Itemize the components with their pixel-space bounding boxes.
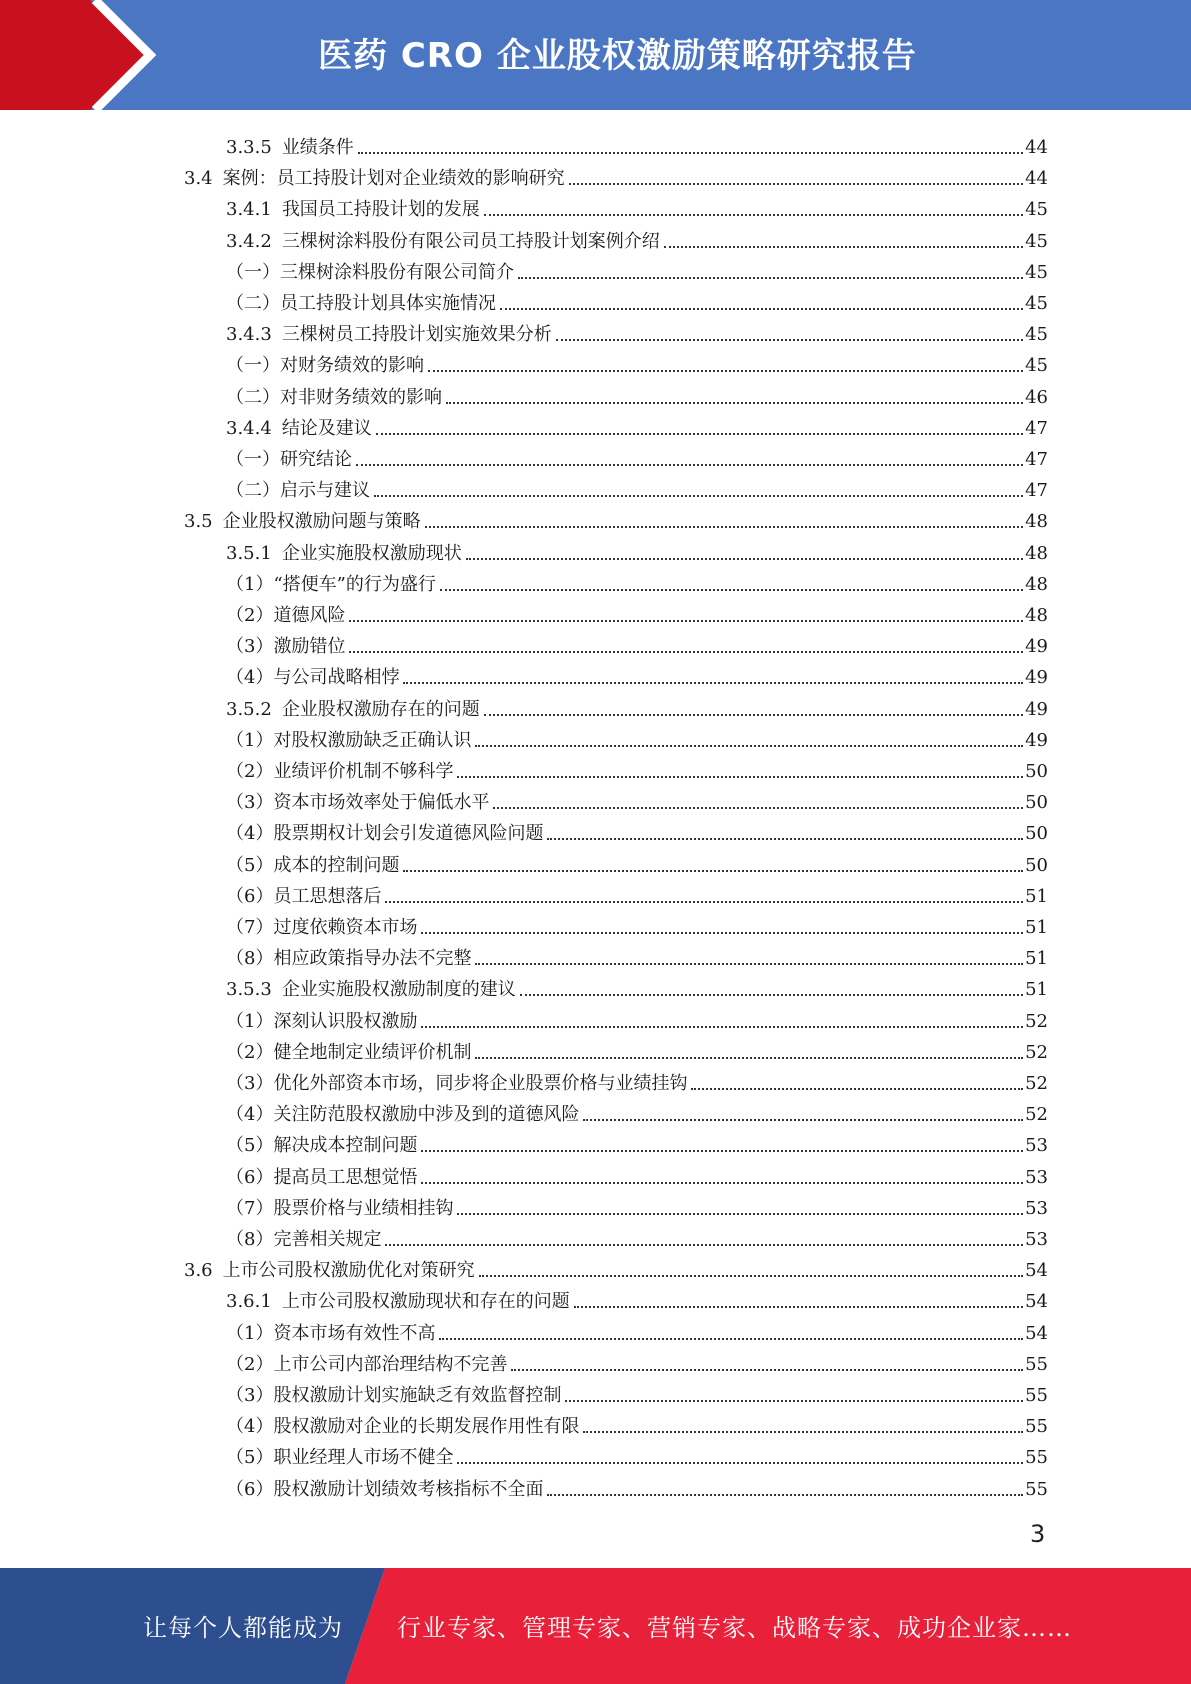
toc-entry-page: 50	[1025, 823, 1048, 845]
toc-entry-page: 51	[1025, 948, 1048, 970]
toc-dot-leader	[518, 276, 1023, 279]
toc-entry-number: 3.6.1	[226, 1291, 272, 1313]
toc-entry-number: （5）	[226, 854, 274, 876]
toc-entry-number: （4）	[226, 1104, 274, 1126]
toc-entry-number: （二）	[226, 480, 280, 502]
toc-dot-leader	[475, 1056, 1023, 1059]
toc-entry-number: （1）	[226, 573, 274, 595]
toc-entry[interactable]	[226, 1033, 1048, 1064]
toc-dot-leader	[475, 744, 1023, 747]
page-footer	[0, 1568, 1191, 1684]
toc-entry[interactable]	[226, 596, 1048, 627]
toc-entry-page: 47	[1025, 449, 1048, 470]
toc-entry-number: （2）	[226, 605, 274, 626]
toc-entry-page: 48	[1025, 542, 1048, 564]
toc-entry-title: 道德风险	[273, 605, 346, 626]
toc-dot-leader	[493, 806, 1023, 809]
toc-entry-page: 45	[1025, 199, 1048, 221]
toc-entry-number: （6）	[226, 1166, 274, 1188]
toc-entry-number: （6）	[226, 885, 274, 907]
toc-entry-title: 健全地制定业绩评价机制	[273, 1041, 472, 1063]
toc-entry-page: 55	[1025, 1447, 1048, 1469]
toc-entry-number: （2）	[226, 1041, 274, 1063]
toc-entry[interactable]	[226, 1407, 1048, 1438]
toc-entry-page: 51	[1025, 885, 1048, 907]
toc-entry-title: 相应政策指导办法不完整	[273, 948, 472, 970]
toc-entry[interactable]	[184, 1251, 1048, 1282]
toc-entry-page: 53	[1025, 1135, 1048, 1157]
toc-entry-page: 48	[1025, 605, 1048, 626]
toc-entry-number: （2）	[226, 1353, 274, 1375]
toc-entry-title: 业绩评价机制不够科学	[273, 761, 454, 782]
toc-dot-leader	[428, 369, 1023, 372]
toc-entry-number: 3.5.2	[226, 698, 272, 720]
toc-entry-page: 53	[1025, 1229, 1048, 1250]
toc-entry-title: 员工思想落后	[273, 885, 382, 907]
toc-entry-page: 47	[1025, 417, 1048, 439]
toc-entry[interactable]	[226, 1220, 1048, 1251]
toc-entry-title: 股票价格与业绩相挂钩	[273, 1197, 454, 1219]
toc-entry-title: 企业股权激励存在的问题	[281, 698, 480, 720]
toc-dot-leader	[457, 1212, 1023, 1215]
toc-entry[interactable]	[226, 1470, 1048, 1501]
toc-entry[interactable]	[226, 877, 1048, 908]
toc-entry-title: 上市公司股权激励优化对策研究	[222, 1260, 475, 1282]
toc-entry[interactable]	[226, 908, 1048, 939]
toc-entry-page: 54	[1025, 1260, 1048, 1282]
toc-dot-leader	[583, 1118, 1023, 1121]
toc-entry-number: （7）	[226, 917, 274, 938]
toc-entry-number: （1）	[226, 729, 274, 751]
toc-entry-page: 52	[1025, 1073, 1048, 1094]
toc-dot-leader	[691, 1087, 1023, 1090]
toc-dot-leader	[421, 1025, 1023, 1028]
toc-entry[interactable]	[226, 721, 1048, 752]
toc-entry-number: 3.5.3	[226, 979, 272, 1001]
toc-entry[interactable]	[226, 1438, 1048, 1469]
toc-entry[interactable]	[226, 471, 1048, 502]
toc-dot-leader	[374, 494, 1023, 497]
toc-dot-leader	[439, 1337, 1023, 1340]
toc-entry-number: （8）	[226, 1229, 274, 1250]
toc-entry-title: 提高员工思想觉悟	[273, 1166, 418, 1188]
toc-entry-page: 53	[1025, 1197, 1048, 1219]
toc-dot-leader	[511, 1368, 1023, 1371]
toc-entry-number: （3）	[226, 792, 274, 814]
toc-entry[interactable]	[226, 315, 1048, 346]
toc-entry-number: （一）	[226, 449, 280, 470]
toc-entry[interactable]	[226, 1282, 1048, 1313]
toc-entry-title: 股权激励计划绩效考核指标不全面	[273, 1478, 544, 1500]
report-title: 医药 CRO 企业股权激励策略研究报告	[318, 36, 917, 76]
toc-dot-leader	[421, 1149, 1023, 1152]
toc-dot-leader	[484, 213, 1023, 216]
toc-entry-title: 激励错位	[273, 636, 346, 658]
toc-dot-leader	[421, 1181, 1023, 1184]
toc-entry[interactable]	[226, 440, 1048, 471]
toc-entry[interactable]	[226, 409, 1048, 440]
toc-entry-number: 3.4.1	[226, 199, 272, 221]
toc-entry[interactable]	[226, 1158, 1048, 1189]
toc-entry[interactable]	[226, 1189, 1048, 1220]
toc-entry-number: 3.4.3	[226, 324, 272, 346]
toc-entry[interactable]	[226, 1002, 1048, 1033]
toc-entry-title: 股票期权计划会引发道德风险问题	[273, 823, 544, 845]
footer-slogan-left: 让每个人都能成为	[143, 1614, 343, 1642]
toc-entry-title: 企业实施股权激励现状	[281, 542, 462, 564]
toc-entry-title: 企业实施股权激励制度的建议	[281, 979, 516, 1001]
toc-dot-leader	[356, 463, 1023, 466]
toc-dot-leader	[403, 681, 1023, 684]
toc-entry[interactable]	[226, 939, 1048, 970]
toc-entry-number: 3.6	[184, 1260, 213, 1282]
toc-entry-title: 关注防范股权激励中涉及到的道德风险	[273, 1104, 580, 1126]
toc-dot-leader	[574, 1305, 1023, 1308]
toc-dot-leader	[385, 1243, 1023, 1246]
toc-entry[interactable]	[184, 502, 1048, 533]
toc-entry-title: 过度依赖资本市场	[273, 917, 418, 938]
toc-entry-number: （4）	[226, 667, 274, 689]
toc-entry[interactable]	[226, 814, 1048, 845]
toc-dot-leader	[446, 401, 1023, 404]
toc-entry-title: 深刻认识股权激励	[273, 1010, 418, 1032]
toc-entry-title: 与公司战略相悖	[273, 667, 400, 689]
toc-entry[interactable]	[226, 846, 1048, 877]
toc-entry-page: 45	[1025, 230, 1048, 252]
toc-entry[interactable]	[226, 1095, 1048, 1126]
toc-dot-leader	[565, 1399, 1023, 1402]
toc-dot-leader	[664, 245, 1023, 248]
toc-entry-title: 启示与建议	[280, 480, 370, 502]
toc-entry[interactable]	[226, 378, 1048, 409]
toc-entry-number: 3.4.2	[226, 230, 272, 252]
toc-entry-title: 股权激励计划实施缺乏有效监督控制	[273, 1385, 562, 1406]
toc-dot-leader	[403, 869, 1023, 872]
toc-entry-number: （二）	[226, 386, 280, 408]
toc-dot-leader	[475, 962, 1023, 965]
toc-entry[interactable]	[226, 190, 1048, 221]
toc-dot-leader	[385, 900, 1023, 903]
toc-entry-page: 45	[1025, 355, 1048, 377]
toc-entry[interactable]	[226, 1126, 1048, 1157]
toc-entry-title: 资本市场有效性不高	[273, 1322, 436, 1344]
toc-dot-leader	[358, 151, 1023, 154]
toc-entry-page: 52	[1025, 1104, 1048, 1126]
toc-entry-title: 员工持股计划具体实施情况	[280, 293, 496, 314]
toc-entry-title: 三棵树涂料股份有限公司简介	[280, 261, 514, 283]
toc-entry-page: 51	[1025, 917, 1048, 938]
toc-dot-leader	[520, 993, 1023, 996]
toc-entry-number: （1）	[226, 1010, 274, 1032]
toc-entry-number: （一）	[226, 261, 280, 283]
toc-entry-page: 49	[1025, 667, 1048, 689]
toc-entry[interactable]	[226, 222, 1048, 253]
toc-entry-page: 45	[1025, 324, 1048, 346]
toc-entry-title: 业绩条件	[281, 137, 354, 158]
toc-entry-title: 结论及建议	[281, 417, 372, 439]
toc-dot-leader	[569, 182, 1023, 185]
toc-entry-page: 55	[1025, 1385, 1048, 1406]
toc-entry-title: 三棵树员工持股计划实施效果分析	[281, 324, 552, 346]
toc-entry-page: 45	[1025, 293, 1048, 314]
toc-entry-number: 3.5	[184, 511, 213, 533]
toc-entry-page: 55	[1025, 1353, 1048, 1375]
toc-entry-number: 3.5.1	[226, 542, 272, 564]
toc-entry-page: 49	[1025, 729, 1048, 751]
toc-dot-leader	[457, 775, 1023, 778]
toc-entry-title: 资本市场效率处于偏低水平	[273, 792, 490, 814]
toc-entry-number: （3）	[226, 1385, 274, 1406]
toc-entry-number: 3.4.4	[226, 417, 272, 439]
toc-entry[interactable]	[226, 1064, 1048, 1095]
toc-entry-number: （3）	[226, 1073, 274, 1094]
toc-entry-page: 48	[1025, 573, 1048, 595]
toc-dot-leader	[479, 1274, 1023, 1277]
toc-entry-number: （6）	[226, 1478, 274, 1500]
toc-entry-title: 研究结论	[280, 449, 352, 470]
toc-entry-title: 案例：员工持股计划对企业绩效的影响研究	[222, 168, 565, 190]
toc-entry-number: （3）	[226, 636, 274, 658]
toc-entry[interactable]	[226, 752, 1048, 783]
toc-entry-title: 上市公司内部治理结构不完善	[273, 1353, 508, 1375]
toc-dot-leader	[547, 1493, 1023, 1496]
toc-entry[interactable]	[226, 1314, 1048, 1345]
toc-entry-title: 职业经理人市场不健全	[273, 1447, 454, 1469]
toc-entry-number: 3.3.5	[226, 137, 272, 158]
toc-dot-leader	[466, 557, 1023, 560]
toc-dot-leader	[556, 338, 1023, 341]
toc-entry-title: 上市公司股权激励现状和存在的问题	[281, 1291, 570, 1313]
toc-entry[interactable]	[226, 1345, 1048, 1376]
toc-entry-number: （8）	[226, 948, 274, 970]
toc-entry-page: 55	[1025, 1416, 1048, 1438]
header-arrow-decoration	[0, 0, 160, 110]
toc-entry-page: 52	[1025, 1041, 1048, 1063]
toc-entry[interactable]	[226, 534, 1048, 565]
toc-entry-number: （4）	[226, 1416, 274, 1438]
toc-entry[interactable]	[226, 346, 1048, 377]
toc-dot-leader	[421, 931, 1023, 934]
toc-entry[interactable]	[226, 690, 1048, 721]
toc-entry[interactable]	[226, 1376, 1048, 1407]
toc-entry-number: 3.4	[184, 168, 213, 190]
toc-entry-number: （7）	[226, 1197, 274, 1219]
toc-entry-title: 三棵树涂料股份有限公司员工持股计划案例介绍	[281, 230, 660, 252]
toc-entry[interactable]	[226, 783, 1048, 814]
page-number: 3	[1030, 1520, 1046, 1548]
toc-entry-page: 49	[1025, 698, 1048, 720]
toc-entry[interactable]	[226, 284, 1048, 315]
toc-dot-leader	[547, 837, 1023, 840]
toc-entry[interactable]	[226, 658, 1048, 689]
toc-entry[interactable]	[226, 565, 1048, 596]
toc-entry-page: 48	[1025, 511, 1048, 533]
toc-dot-leader	[457, 1461, 1023, 1464]
toc-entry-page: 45	[1025, 261, 1048, 283]
toc-entry-title: 我国员工持股计划的发展	[281, 199, 480, 221]
toc-entry-page: 49	[1025, 636, 1048, 658]
toc-entry-page: 50	[1025, 854, 1048, 876]
toc-dot-leader	[583, 1430, 1023, 1433]
toc-dot-leader	[484, 713, 1023, 716]
toc-entry-page: 53	[1025, 1166, 1048, 1188]
toc-entry-number: （5）	[226, 1447, 274, 1469]
toc-entry-title: 对非财务绩效的影响	[280, 386, 442, 408]
toc-entry-number: （1）	[226, 1322, 274, 1344]
toc-dot-leader	[440, 588, 1023, 591]
toc-entry-page: 55	[1025, 1478, 1048, 1500]
toc-entry-number: （2）	[226, 761, 274, 782]
toc-dot-leader	[376, 432, 1023, 435]
toc-dot-leader	[425, 525, 1023, 528]
toc-entry-page: 44	[1025, 168, 1048, 190]
toc-entry[interactable]	[226, 253, 1048, 284]
toc-entry-page: 54	[1025, 1291, 1048, 1313]
toc-entry[interactable]	[226, 627, 1048, 658]
page-header	[0, 0, 1191, 110]
toc-entry-number: （4）	[226, 823, 274, 845]
toc-entry-title: 股权激励对企业的长期发展作用性有限	[273, 1416, 580, 1438]
toc-entry-title: 解决成本控制问题	[273, 1135, 418, 1157]
footer-slogan-right: 行业专家、管理专家、营销专家、战略专家、成功企业家……	[397, 1614, 1072, 1642]
toc-entry-number: （一）	[226, 355, 280, 377]
toc-entry-page: 50	[1025, 761, 1048, 782]
toc-entry-title: 优化外部资本市场，同步将企业股票价格与业绩挂钩	[273, 1073, 688, 1094]
toc-entry-page: 54	[1025, 1322, 1048, 1344]
toc-dot-leader	[500, 307, 1023, 310]
toc-entry[interactable]	[226, 128, 1048, 159]
toc-dot-leader	[349, 650, 1023, 653]
toc-entry-page: 46	[1025, 386, 1048, 408]
toc-entry-title: 企业股权激励问题与策略	[222, 511, 421, 533]
toc-entry-page: 44	[1025, 137, 1048, 158]
toc-entry-title: 对财务绩效的影响	[280, 355, 424, 377]
toc-entry-title: “搭便车”的行为盛行	[273, 573, 436, 595]
toc-entry[interactable]	[226, 970, 1048, 1001]
toc-entry-page: 51	[1025, 979, 1048, 1001]
toc-entry-title: 成本的控制问题	[273, 854, 400, 876]
toc-entry-number: （二）	[226, 293, 280, 314]
toc-entry-title: 对股权激励缺乏正确认识	[273, 729, 472, 751]
toc-entry-page: 52	[1025, 1010, 1048, 1032]
toc-entry-number: （5）	[226, 1135, 274, 1157]
toc-entry-page: 47	[1025, 480, 1048, 502]
toc-entry-title: 完善相关规定	[273, 1229, 382, 1250]
toc-entry-page: 50	[1025, 792, 1048, 814]
toc-dot-leader	[349, 619, 1023, 622]
toc-entry[interactable]	[184, 159, 1048, 190]
